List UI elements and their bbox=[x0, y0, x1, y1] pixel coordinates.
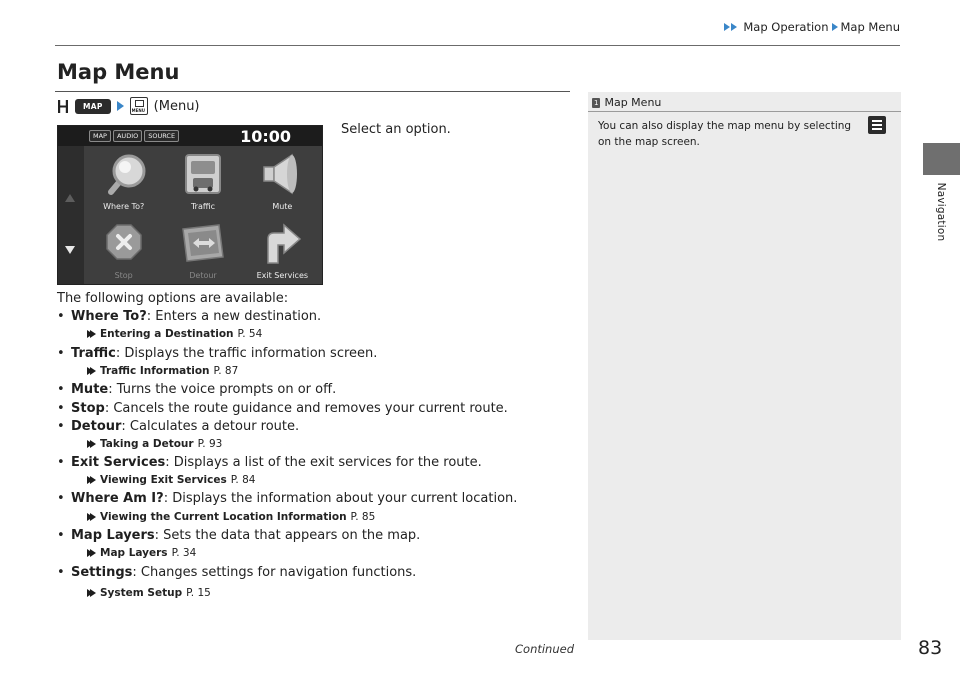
cross-reference[interactable] bbox=[87, 511, 375, 523]
screen-item-where-to[interactable] bbox=[84, 146, 163, 215]
cross-reference[interactable] bbox=[87, 438, 222, 450]
continued-label: Continued bbox=[515, 642, 575, 656]
option-term: Detour bbox=[71, 419, 122, 434]
stop-icon bbox=[102, 221, 146, 265]
option-where-am-i: • Where Am I?: Displays the information about your current location. bbox=[57, 491, 518, 506]
screen-item-detour[interactable] bbox=[163, 215, 242, 284]
menu-icon: MENU bbox=[130, 97, 148, 115]
menu-path bbox=[57, 97, 200, 115]
note-divider bbox=[588, 111, 901, 112]
option-desc: : Turns the voice prompts on or off. bbox=[108, 382, 337, 397]
option-desc: : Enters a new destination. bbox=[146, 309, 322, 324]
path-arrow-icon bbox=[117, 101, 124, 111]
hamburger-menu-icon bbox=[868, 116, 886, 134]
reference-page: P. 15 bbox=[186, 587, 211, 599]
exit-arrow-icon bbox=[260, 221, 304, 265]
title-divider bbox=[55, 91, 570, 92]
cross-reference[interactable] bbox=[87, 365, 238, 377]
page-title: Map Menu bbox=[57, 60, 180, 84]
cross-reference[interactable] bbox=[87, 474, 255, 486]
reference-title: Traffic Information bbox=[100, 365, 210, 377]
option-settings: • Settings: Changes settings for navigation functions. bbox=[57, 565, 417, 580]
reference-arrow-icon bbox=[87, 330, 96, 339]
screen-item-label: Traffic bbox=[190, 202, 216, 211]
screen-tab-source[interactable]: SOURCE bbox=[144, 130, 179, 142]
note-text bbox=[598, 118, 883, 150]
navigation-screen bbox=[57, 125, 323, 285]
reference-page: P. 84 bbox=[230, 474, 256, 486]
reference-arrow-icon bbox=[87, 476, 96, 485]
breadcrumb-arrow-icon bbox=[832, 23, 838, 31]
option-traffic: • Traffic: Displays the traffic information screen. bbox=[57, 346, 378, 361]
option-stop: • Stop: Cancels the route guidance and removes your current route. bbox=[57, 401, 508, 416]
screen-tab-map[interactable]: MAP bbox=[89, 130, 111, 142]
note-title: Map Menu bbox=[604, 96, 662, 109]
note-line-1: You can also display the map menu by selecting bbox=[598, 120, 852, 132]
page-number: 83 bbox=[918, 637, 943, 659]
traffic-icon bbox=[181, 152, 225, 196]
screen-item-label: Stop bbox=[114, 271, 133, 280]
option-desc: : Displays the information about your current location. bbox=[163, 491, 518, 506]
cross-reference[interactable] bbox=[87, 587, 211, 599]
option-desc: : Displays the traffic information screen. bbox=[115, 346, 378, 361]
option-desc: : Cancels the route guidance and removes your current route. bbox=[104, 401, 508, 416]
reference-title: Map Layers bbox=[100, 547, 168, 559]
section-tab-label: Navigation bbox=[935, 182, 947, 242]
option-term: Exit Services bbox=[71, 455, 166, 470]
cross-reference[interactable] bbox=[87, 328, 262, 340]
note-badge: 1 bbox=[594, 98, 599, 107]
option-term: Settings bbox=[71, 565, 133, 580]
map-button: MAP bbox=[75, 99, 111, 114]
note-header bbox=[592, 96, 661, 109]
speaker-icon bbox=[258, 152, 306, 196]
reference-page: P. 54 bbox=[237, 328, 263, 340]
reference-title: Entering a Destination bbox=[100, 328, 234, 340]
screen-item-label: Mute bbox=[272, 202, 293, 211]
reference-page: P. 93 bbox=[197, 438, 223, 450]
screen-clock: 10:00 bbox=[240, 127, 291, 146]
breadcrumb bbox=[724, 20, 900, 34]
cross-reference[interactable] bbox=[87, 547, 196, 559]
scroll-down-icon[interactable] bbox=[65, 246, 75, 254]
screen-item-mute[interactable] bbox=[243, 146, 322, 215]
screen-item-traffic[interactable] bbox=[163, 146, 242, 215]
screen-menu-grid bbox=[84, 146, 322, 284]
option-term: Where Am I? bbox=[71, 491, 164, 506]
reference-title: System Setup bbox=[100, 587, 183, 599]
option-term: Traffic bbox=[71, 346, 116, 361]
option-desc: : Sets the data that appears on the map. bbox=[154, 528, 421, 543]
option-term: Mute bbox=[71, 382, 109, 397]
scroll-up-icon[interactable] bbox=[65, 194, 75, 202]
option-term: Map Layers bbox=[71, 528, 155, 543]
screen-item-stop[interactable] bbox=[84, 215, 163, 284]
option-where-to: • Where To?: Enters a new destination. bbox=[57, 309, 322, 324]
detour-icon bbox=[179, 221, 227, 265]
reference-arrow-icon bbox=[87, 513, 96, 522]
option-desc: : Calculates a detour route. bbox=[121, 419, 300, 434]
section-tab-marker bbox=[923, 143, 960, 175]
breadcrumb-arrow-icon bbox=[724, 23, 737, 31]
option-desc: : Changes settings for navigation functions. bbox=[132, 565, 417, 580]
option-detour: • Detour: Calculates a detour route. bbox=[57, 419, 300, 434]
reference-arrow-icon bbox=[87, 549, 96, 558]
option-term: Where To? bbox=[71, 309, 147, 324]
magnifier-icon bbox=[97, 152, 151, 196]
header-divider bbox=[55, 45, 900, 46]
options-intro: The following options are available: bbox=[57, 291, 289, 306]
breadcrumb-item[interactable]: Map Operation bbox=[743, 20, 829, 34]
note-line-2: on the map screen. bbox=[598, 136, 700, 148]
breadcrumb-item[interactable]: Map Menu bbox=[840, 20, 900, 34]
option-exit-services: • Exit Services: Displays a list of the exit services for the route. bbox=[57, 455, 482, 470]
option-mute: • Mute: Turns the voice prompts on or off. bbox=[57, 382, 337, 397]
screen-tab-audio[interactable]: AUDIO bbox=[113, 130, 142, 142]
menu-label: (Menu) bbox=[153, 98, 200, 114]
screen-item-label: Where To? bbox=[103, 202, 145, 211]
reference-arrow-icon bbox=[87, 367, 96, 376]
home-icon bbox=[57, 99, 69, 114]
instruction-text: Select an option. bbox=[341, 122, 451, 137]
screen-scroll-bar bbox=[58, 146, 84, 284]
reference-arrow-icon bbox=[87, 440, 96, 449]
screen-top-bar bbox=[58, 126, 322, 146]
reference-page: P. 87 bbox=[213, 365, 239, 377]
reference-page: P. 34 bbox=[171, 547, 197, 559]
screen-item-label: Detour bbox=[189, 271, 217, 280]
screen-tabs bbox=[89, 130, 179, 142]
reference-arrow-icon bbox=[87, 589, 96, 598]
reference-title: Viewing Exit Services bbox=[100, 474, 227, 486]
option-map-layers: • Map Layers: Sets the data that appears on the map. bbox=[57, 528, 421, 543]
reference-title: Viewing the Current Location Information bbox=[100, 511, 347, 523]
reference-page: P. 85 bbox=[350, 511, 376, 523]
screen-item-label: Exit Services bbox=[256, 271, 309, 280]
note-panel bbox=[588, 92, 901, 640]
option-term: Stop bbox=[71, 401, 105, 416]
screen-item-exit-services[interactable] bbox=[243, 215, 322, 284]
option-desc: : Displays a list of the exit services for the route. bbox=[165, 455, 482, 470]
reference-title: Taking a Detour bbox=[100, 438, 194, 450]
